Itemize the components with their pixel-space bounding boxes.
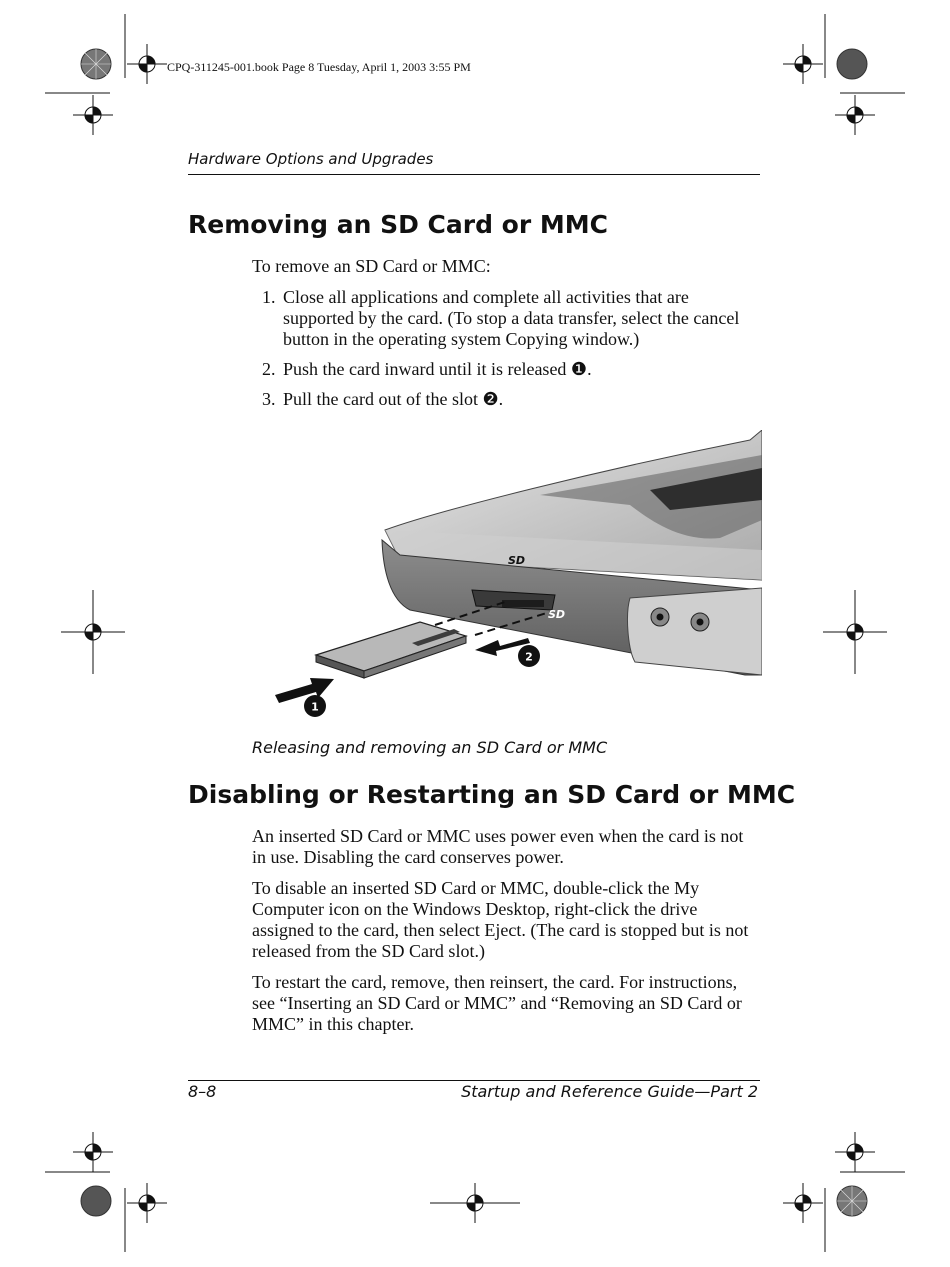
page-number: 8–8 <box>188 1082 217 1101</box>
crosshair-target-icon <box>783 44 823 84</box>
grey-patch-icon <box>837 49 867 79</box>
starburst-target-icon <box>837 1186 867 1216</box>
step-text: Pull the card out of the slot ❷. <box>283 389 504 409</box>
intro-text: To remove an SD Card or MMC: <box>252 256 491 276</box>
insert-arrow-icon <box>275 678 334 703</box>
paragraph: An inserted SD Card or MMC uses power even when the card is not in use. Disabling the card conserves power. <box>252 826 744 867</box>
list-item <box>252 359 760 380</box>
crosshair-target-icon <box>835 1132 875 1172</box>
step-number: 1. <box>262 287 276 307</box>
crosshair-target-icon <box>783 1183 823 1223</box>
step-text: Close all applications and complete all activities that are supported by the card. (To stop a data transfer, select the cancel button in the operating system Copying window.) <box>283 287 740 349</box>
step-text: Push the card inward until it is released ❶. <box>283 359 592 379</box>
callout-1-label: 1 <box>311 700 319 714</box>
paragraph: To restart the card, remove, then reinsert, the card. For instructions, see “Inserting an SD Card or MMC” and “Removing an SD Card or MMC” in this chapter. <box>252 972 742 1034</box>
header-rule <box>188 174 760 175</box>
removal-instructions <box>252 256 760 419</box>
crosshair-target-icon <box>73 1132 113 1172</box>
step-number: 2. <box>262 359 276 379</box>
paragraph: To disable an inserted SD Card or MMC, double-click the My Computer icon on the Windows Desktop, right-click the drive assigned to the card, then select Eject. (The card is stopped but is not released from the SD Card slot.) <box>252 878 749 961</box>
sd-logo: SD <box>548 608 566 621</box>
footer-rule <box>188 1080 760 1081</box>
crosshair-target-icon <box>835 95 875 135</box>
section-heading-removing: Removing an SD Card or MMC <box>188 210 608 239</box>
sd-card-removal-illustration <box>250 430 762 725</box>
sd-logo: SD <box>508 554 526 567</box>
callout-2-label: 2 <box>525 650 533 664</box>
crosshair-target-icon <box>823 590 887 674</box>
figure-caption: Releasing and removing an SD Card or MMC <box>252 738 608 757</box>
print-slug: CPQ-311245-001.book Page 8 Tuesday, April 1, 2003 3:55 PM <box>167 60 471 74</box>
crosshair-target-icon <box>127 1183 167 1223</box>
running-head: Hardware Options and Upgrades <box>188 150 434 168</box>
crosshair-target-icon <box>73 95 113 135</box>
list-item <box>252 287 760 350</box>
book-title: Startup and Reference Guide—Part 2 <box>461 1082 758 1101</box>
step-number: 3. <box>262 389 276 409</box>
starburst-target-icon <box>81 49 111 79</box>
disabling-text <box>252 826 760 1045</box>
crosshair-target-icon <box>127 44 167 84</box>
crosshair-target-icon <box>430 1183 520 1223</box>
list-item <box>252 389 760 410</box>
section-heading-disabling: Disabling or Restarting an SD Card or MMC <box>188 780 796 809</box>
grey-patch-icon <box>81 1186 111 1216</box>
crosshair-target-icon <box>61 590 125 674</box>
steps-list <box>252 287 760 410</box>
